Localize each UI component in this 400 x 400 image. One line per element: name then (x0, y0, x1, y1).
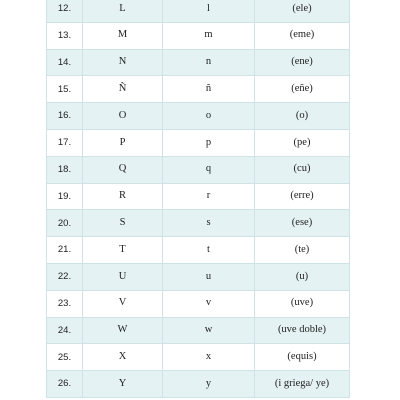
row-number-cell: 18. (47, 156, 83, 183)
lowercase-letter-cell: x (163, 344, 255, 371)
letter-name-cell: (ele) (255, 0, 350, 22)
row-number-cell: 17. (47, 129, 83, 156)
table-row (47, 156, 350, 183)
row-number-cell: 25. (47, 344, 83, 371)
table-row (47, 344, 350, 371)
letter-name-cell: (u) (255, 263, 350, 290)
table-row (47, 371, 350, 398)
table-row (47, 76, 350, 103)
letter-name-cell: (erre) (255, 183, 350, 210)
lowercase-letter-cell: v (163, 290, 255, 317)
table-row (47, 317, 350, 344)
uppercase-letter-cell: R (83, 183, 163, 210)
lowercase-letter-cell: t (163, 237, 255, 264)
row-number-cell: 20. (47, 210, 83, 237)
alphabet-table (46, 0, 350, 398)
row-number-cell: 26. (47, 371, 83, 398)
table-row (47, 129, 350, 156)
table-row (47, 237, 350, 264)
row-number-cell: 16. (47, 103, 83, 130)
lowercase-letter-cell: o (163, 103, 255, 130)
letter-name-cell: (te) (255, 237, 350, 264)
uppercase-letter-cell: X (83, 344, 163, 371)
lowercase-letter-cell: r (163, 183, 255, 210)
uppercase-letter-cell: M (83, 22, 163, 49)
table-row (47, 290, 350, 317)
row-number-cell: 15. (47, 76, 83, 103)
uppercase-letter-cell: L (83, 0, 163, 22)
row-number-cell: 24. (47, 317, 83, 344)
uppercase-letter-cell: Q (83, 156, 163, 183)
uppercase-letter-cell: U (83, 263, 163, 290)
uppercase-letter-cell: S (83, 210, 163, 237)
lowercase-letter-cell: n (163, 49, 255, 76)
row-number-cell: 14. (47, 49, 83, 76)
lowercase-letter-cell: u (163, 263, 255, 290)
uppercase-letter-cell: T (83, 237, 163, 264)
lowercase-letter-cell: q (163, 156, 255, 183)
row-number-cell: 22. (47, 263, 83, 290)
lowercase-letter-cell: w (163, 317, 255, 344)
lowercase-letter-cell: l (163, 0, 255, 22)
row-number-cell: 21. (47, 237, 83, 264)
uppercase-letter-cell: Y (83, 371, 163, 398)
letter-name-cell: (eñe) (255, 76, 350, 103)
table-row (47, 49, 350, 76)
row-number-cell: 23. (47, 290, 83, 317)
letter-name-cell: (uve) (255, 290, 350, 317)
alphabet-table-container (46, 0, 349, 398)
letter-name-cell: (i griega/ ye) (255, 371, 350, 398)
lowercase-letter-cell: y (163, 371, 255, 398)
letter-name-cell: (ene) (255, 49, 350, 76)
letter-name-cell: (ese) (255, 210, 350, 237)
letter-name-cell: (equis) (255, 344, 350, 371)
letter-name-cell: (uve doble) (255, 317, 350, 344)
lowercase-letter-cell: m (163, 22, 255, 49)
letter-name-cell: (cu) (255, 156, 350, 183)
lowercase-letter-cell: p (163, 129, 255, 156)
table-row (47, 263, 350, 290)
table-row (47, 183, 350, 210)
uppercase-letter-cell: P (83, 129, 163, 156)
uppercase-letter-cell: N (83, 49, 163, 76)
uppercase-letter-cell: Ñ (83, 76, 163, 103)
letter-name-cell: (eme) (255, 22, 350, 49)
uppercase-letter-cell: W (83, 317, 163, 344)
row-number-cell: 12. (47, 0, 83, 22)
uppercase-letter-cell: O (83, 103, 163, 130)
letter-name-cell: (pe) (255, 129, 350, 156)
table-row (47, 210, 350, 237)
alphabet-table-body (47, 0, 350, 397)
table-row (47, 0, 350, 22)
letter-name-cell: (o) (255, 103, 350, 130)
uppercase-letter-cell: V (83, 290, 163, 317)
lowercase-letter-cell: s (163, 210, 255, 237)
table-row (47, 103, 350, 130)
lowercase-letter-cell: ñ (163, 76, 255, 103)
row-number-cell: 19. (47, 183, 83, 210)
row-number-cell: 13. (47, 22, 83, 49)
table-row (47, 22, 350, 49)
